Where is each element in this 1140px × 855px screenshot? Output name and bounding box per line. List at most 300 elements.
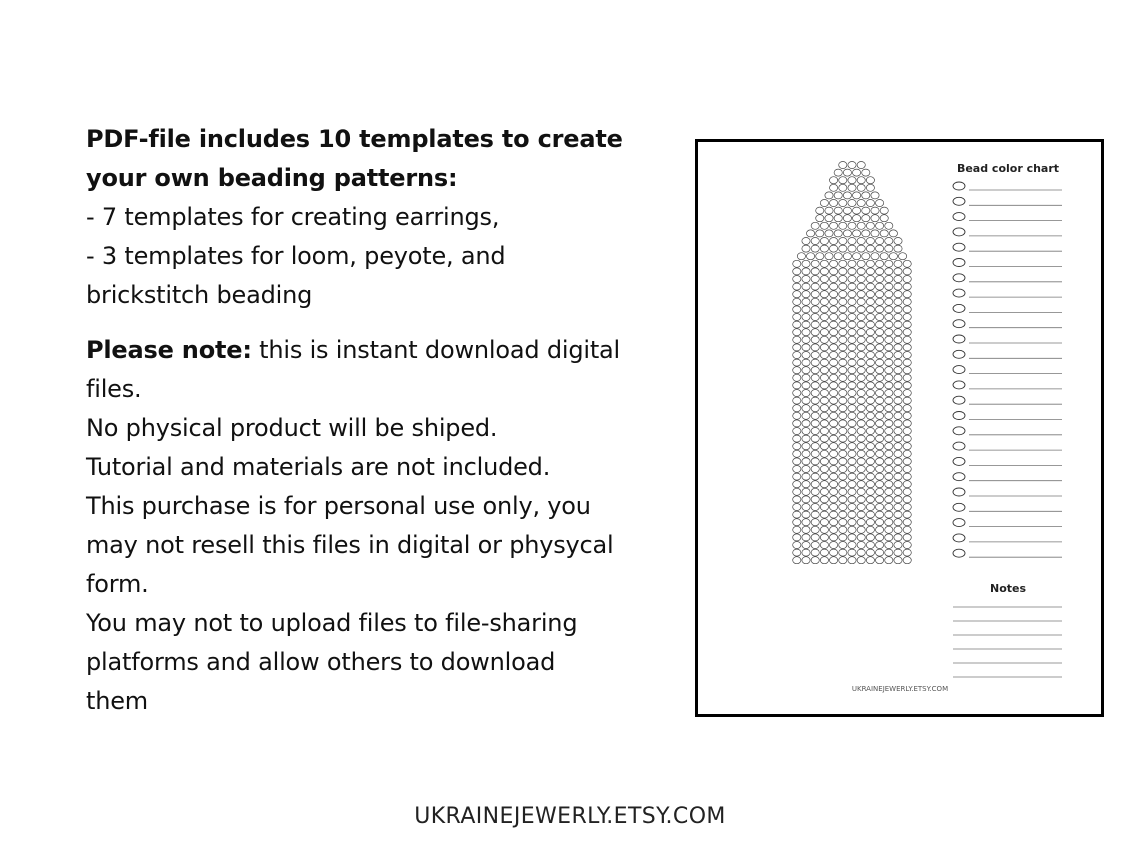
notice-line-8: You may not to upload files to file-sharing [86,609,578,637]
bead [820,443,828,450]
bead [811,466,819,473]
bead [793,374,801,381]
bead [848,321,856,328]
bead [830,336,838,343]
bead [839,260,847,267]
bead [857,458,865,465]
bead [839,306,847,313]
bead [830,496,838,503]
bead [857,473,865,480]
bead [811,511,819,518]
bead [793,329,801,336]
bead [839,526,847,533]
bead [848,344,856,351]
bead [894,450,902,457]
bead [866,450,874,457]
bead [839,321,847,328]
bead [843,230,851,237]
bead [866,276,874,283]
color-swatch [953,289,965,297]
bead [820,504,828,511]
color-swatch [953,213,965,221]
bead [839,557,847,564]
bead [894,298,902,305]
bead [820,200,828,207]
bead [857,245,865,252]
bead [830,306,838,313]
bead [848,283,856,290]
bead [894,488,902,495]
bead [820,283,828,290]
notice-line-5: This purchase is for personal use only, you [86,492,591,520]
bead [848,450,856,457]
bead [903,473,911,480]
bead [857,519,865,526]
bead [830,549,838,556]
intro-paragraph [86,120,676,315]
bead [793,450,801,457]
bead [820,481,828,488]
bead [811,542,819,549]
bead [848,519,856,526]
bead [894,405,902,412]
bead [857,291,865,298]
bead [866,314,874,321]
bead [811,359,819,366]
bead [903,283,911,290]
bead [894,367,902,374]
bead [848,557,856,564]
color-swatch [953,473,965,481]
bead [811,435,819,442]
bead [793,359,801,366]
bead [802,488,810,495]
bead [903,314,911,321]
bead [866,504,874,511]
bead [839,374,847,381]
bead [839,450,847,457]
bead [885,336,893,343]
bead [839,367,847,374]
bead [885,557,893,564]
bead [802,390,810,397]
bead [830,260,838,267]
bead [894,260,902,267]
bead [839,336,847,343]
bead [876,336,884,343]
bead [830,222,838,229]
bead [802,542,810,549]
bead [903,268,911,275]
bead [802,412,810,419]
bead [857,443,865,450]
bead [876,428,884,435]
bead [811,534,819,541]
bead [802,367,810,374]
bead [903,276,911,283]
bead [876,443,884,450]
bead [811,329,819,336]
bead [857,336,865,343]
bead [811,222,819,229]
bead [903,481,911,488]
bead [876,200,884,207]
bead [862,215,870,222]
bead [876,283,884,290]
bead [802,336,810,343]
bead [857,283,865,290]
bead [830,443,838,450]
color-swatch [953,304,965,312]
bead [848,222,856,229]
bead [903,374,911,381]
bead [876,488,884,495]
bead [857,466,865,473]
bead [885,519,893,526]
bead [903,420,911,427]
notice-line-7: form. [86,570,149,598]
bead [903,458,911,465]
bead [793,435,801,442]
bead [820,405,828,412]
bead [830,458,838,465]
color-swatch [953,457,965,465]
bead [834,215,842,222]
bead [820,458,828,465]
bead [802,238,810,245]
bead [830,344,838,351]
bead [857,496,865,503]
notes-title: Notes [989,582,1027,595]
bead [830,435,838,442]
bead [876,450,884,457]
bead [843,169,851,176]
bead [866,526,874,533]
bead-color-chart-title: Bead color chart [956,162,1060,175]
intro-title-line-1: PDF-file includes 10 templates to create [86,125,623,153]
bead [802,526,810,533]
bead [857,488,865,495]
bead [839,420,847,427]
bead [885,382,893,389]
notice-line-2: files. [86,375,142,403]
bead [848,420,856,427]
bead [876,511,884,518]
bead [802,314,810,321]
bead [816,215,824,222]
bead [876,405,884,412]
bead [825,192,833,199]
bead [811,473,819,480]
bead [903,435,911,442]
bead [802,344,810,351]
bead [848,382,856,389]
bead [894,481,902,488]
bead [903,466,911,473]
bead [830,481,838,488]
notes-lines [953,607,1062,677]
bead [811,443,819,450]
bead [825,215,833,222]
bead [839,519,847,526]
bead [885,473,893,480]
bead [894,276,902,283]
bead [876,298,884,305]
bead [830,268,838,275]
bead [793,314,801,321]
bead [894,268,902,275]
bead [825,207,833,214]
bead [793,298,801,305]
color-swatch [953,182,965,190]
bead [871,230,879,237]
bead [839,344,847,351]
bead [876,291,884,298]
bead [820,397,828,404]
bead [876,367,884,374]
bead [903,397,911,404]
bead [885,534,893,541]
bead [830,420,838,427]
bead [811,488,819,495]
bead [857,526,865,533]
bead [876,260,884,267]
shop-url: UKRAINEJEWERLY.ETSY.COM [414,804,726,829]
bead [880,230,888,237]
bead [857,382,865,389]
bead [853,215,861,222]
bead [811,283,819,290]
bead [802,352,810,359]
bead [894,435,902,442]
bead [820,352,828,359]
bead [876,245,884,252]
bead [885,374,893,381]
bead [839,291,847,298]
bead [848,260,856,267]
bead [876,306,884,313]
bead [843,207,851,214]
bead [839,412,847,419]
bead [876,390,884,397]
bead [876,321,884,328]
bead [793,496,801,503]
bead [903,549,911,556]
bead [853,207,861,214]
bead [866,245,874,252]
bead [802,276,810,283]
color-swatch [953,274,965,282]
bead [876,473,884,480]
bead [857,352,865,359]
bead [903,443,911,450]
bead [885,222,893,229]
bead [811,306,819,313]
color-swatch [953,366,965,374]
bead [802,443,810,450]
bead [894,549,902,556]
bead [834,169,842,176]
bead [853,230,861,237]
bead [848,549,856,556]
bead [830,314,838,321]
bead [876,481,884,488]
bead [903,511,911,518]
bead [894,283,902,290]
loom-templates-item-line-1: - 3 templates for loom, peyote, and [86,242,506,270]
bead [903,336,911,343]
color-swatch [953,442,965,450]
bead [866,542,874,549]
bead [802,428,810,435]
bead [866,496,874,503]
bead [848,526,856,533]
bead [857,238,865,245]
bead [820,412,828,419]
bead [848,542,856,549]
bead [802,458,810,465]
bead [793,306,801,313]
bead [830,504,838,511]
notice-line-1 [86,331,676,370]
bead [866,405,874,412]
notice-line-10: them [86,687,148,715]
bead [848,374,856,381]
bead [848,200,856,207]
bead [793,481,801,488]
bead [830,382,838,389]
bead [839,458,847,465]
bead [866,298,874,305]
bead [848,238,856,245]
bead [885,390,893,397]
bead [793,549,801,556]
color-swatch [953,519,965,527]
bead [885,321,893,328]
color-swatch [953,197,965,205]
bead [820,367,828,374]
bead [830,557,838,564]
bead [857,359,865,366]
bead [839,504,847,511]
bead [820,488,828,495]
bead [866,359,874,366]
bead [885,450,893,457]
bead [820,321,828,328]
bead [820,336,828,343]
bead [802,504,810,511]
bead [894,519,902,526]
bead [903,359,911,366]
bead [848,466,856,473]
bead [839,397,847,404]
bead [876,397,884,404]
bead [876,542,884,549]
color-swatch [953,243,965,251]
bead [885,458,893,465]
bead [857,534,865,541]
bead [848,336,856,343]
bead [848,177,856,184]
bead [820,238,828,245]
bead [830,184,838,191]
bead [866,382,874,389]
bead [866,268,874,275]
bead [839,298,847,305]
bead [857,435,865,442]
bead [820,245,828,252]
bead [880,207,888,214]
bead [862,169,870,176]
bead [802,374,810,381]
bead-pattern [793,162,912,564]
bead [843,215,851,222]
bead [811,390,819,397]
bead [793,420,801,427]
notice-line-1-rest: this is instant download digital [251,336,621,364]
bead [903,329,911,336]
bead [866,481,874,488]
bead [866,435,874,442]
bead [793,390,801,397]
bead [876,435,884,442]
color-swatch [953,396,965,404]
bead [830,534,838,541]
bead [876,222,884,229]
bead [811,344,819,351]
bead [830,367,838,374]
bead [830,542,838,549]
color-swatch [953,503,965,511]
bead [894,359,902,366]
bead [894,466,902,473]
bead [820,314,828,321]
earring-templates-item: - 7 templates for creating earrings, [86,203,500,231]
bead [894,412,902,419]
bead [894,291,902,298]
bead [820,276,828,283]
bead [839,542,847,549]
bead [876,466,884,473]
bead [903,496,911,503]
bead [793,276,801,283]
bead [848,367,856,374]
color-swatch [953,488,965,496]
bead [811,519,819,526]
bead [903,367,911,374]
bead [885,443,893,450]
bead [811,412,819,419]
bead [848,245,856,252]
bead [839,481,847,488]
bead [802,450,810,457]
bead [848,329,856,336]
bead [802,397,810,404]
bead [811,314,819,321]
bead [839,428,847,435]
bead [894,238,902,245]
bead [857,177,865,184]
bead [894,336,902,343]
loom-templates-item-line-2: brickstitch beading [86,281,313,309]
bead [848,359,856,366]
bead [885,359,893,366]
bead [857,412,865,419]
bead [853,169,861,176]
bead [834,207,842,214]
bead [885,344,893,351]
bead [857,260,865,267]
